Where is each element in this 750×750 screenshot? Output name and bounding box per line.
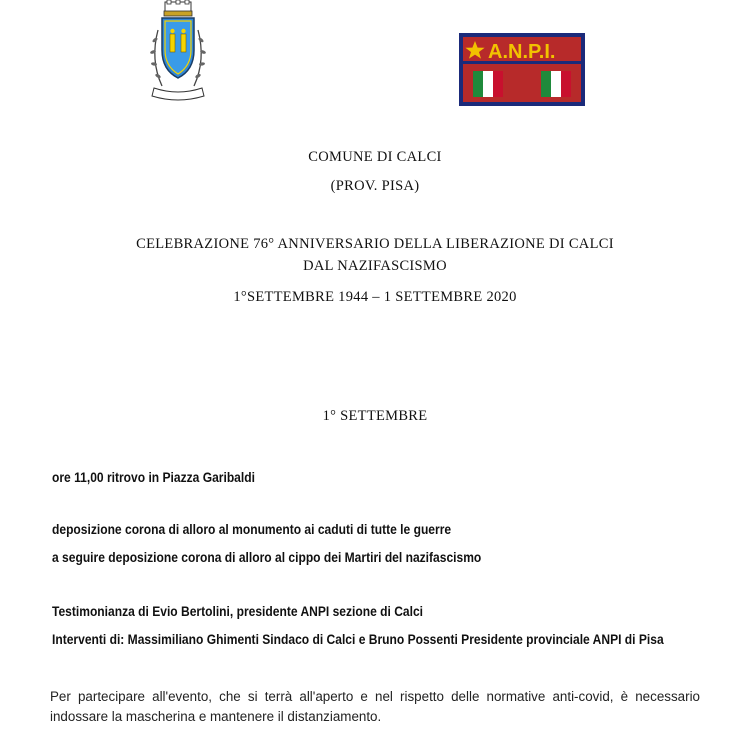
program-wreath-monument: deposizione corona di alloro al monumento ai caduti di tutte le guerre	[52, 522, 452, 537]
event-dates: 1°SETTEMBRE 1944 – 1 SETTEMBRE 2020	[233, 289, 517, 305]
program-testimony: Testimonianza di Evio Bertolini, presidente ANPI sezione di Calci	[52, 604, 424, 619]
municipality-name: COMUNE DI CALCI	[308, 149, 442, 165]
anpi-logo	[459, 33, 585, 106]
covid-notice: Per partecipare all'evento, che si terrà all'aperto e nel rispetto delle normative anti-covid, è necessario indossare la mascherina e mantenere il distanziamento.	[50, 689, 700, 724]
anpi-logo-icon	[459, 33, 585, 106]
program-speakers: Interventi di: Massimiliano Ghimenti Sindaco di Calci e Bruno Possenti Presidente provinciale ANPI di Pisa	[52, 632, 664, 647]
anpi-logo-text: A.N.P.I.	[488, 41, 556, 63]
program-day: 1° SETTEMBRE	[322, 408, 428, 424]
municipal-crest	[148, 0, 208, 104]
province-name: (PROV. PISA)	[330, 178, 420, 194]
program-wreath-cippo: a seguire deposizione corona di alloro al cippo dei Martiri del nazifascismo	[52, 550, 482, 565]
event-title-line1: CELEBRAZIONE 76° ANNIVERSARIO DELLA LIBERAZIONE DI CALCI	[136, 236, 614, 252]
event-title-line2: DAL NAZIFASCISMO	[303, 258, 447, 274]
program-meeting: ore 11,00 ritrovo in Piazza Garibaldi	[52, 470, 255, 485]
crest-icon	[148, 0, 208, 104]
